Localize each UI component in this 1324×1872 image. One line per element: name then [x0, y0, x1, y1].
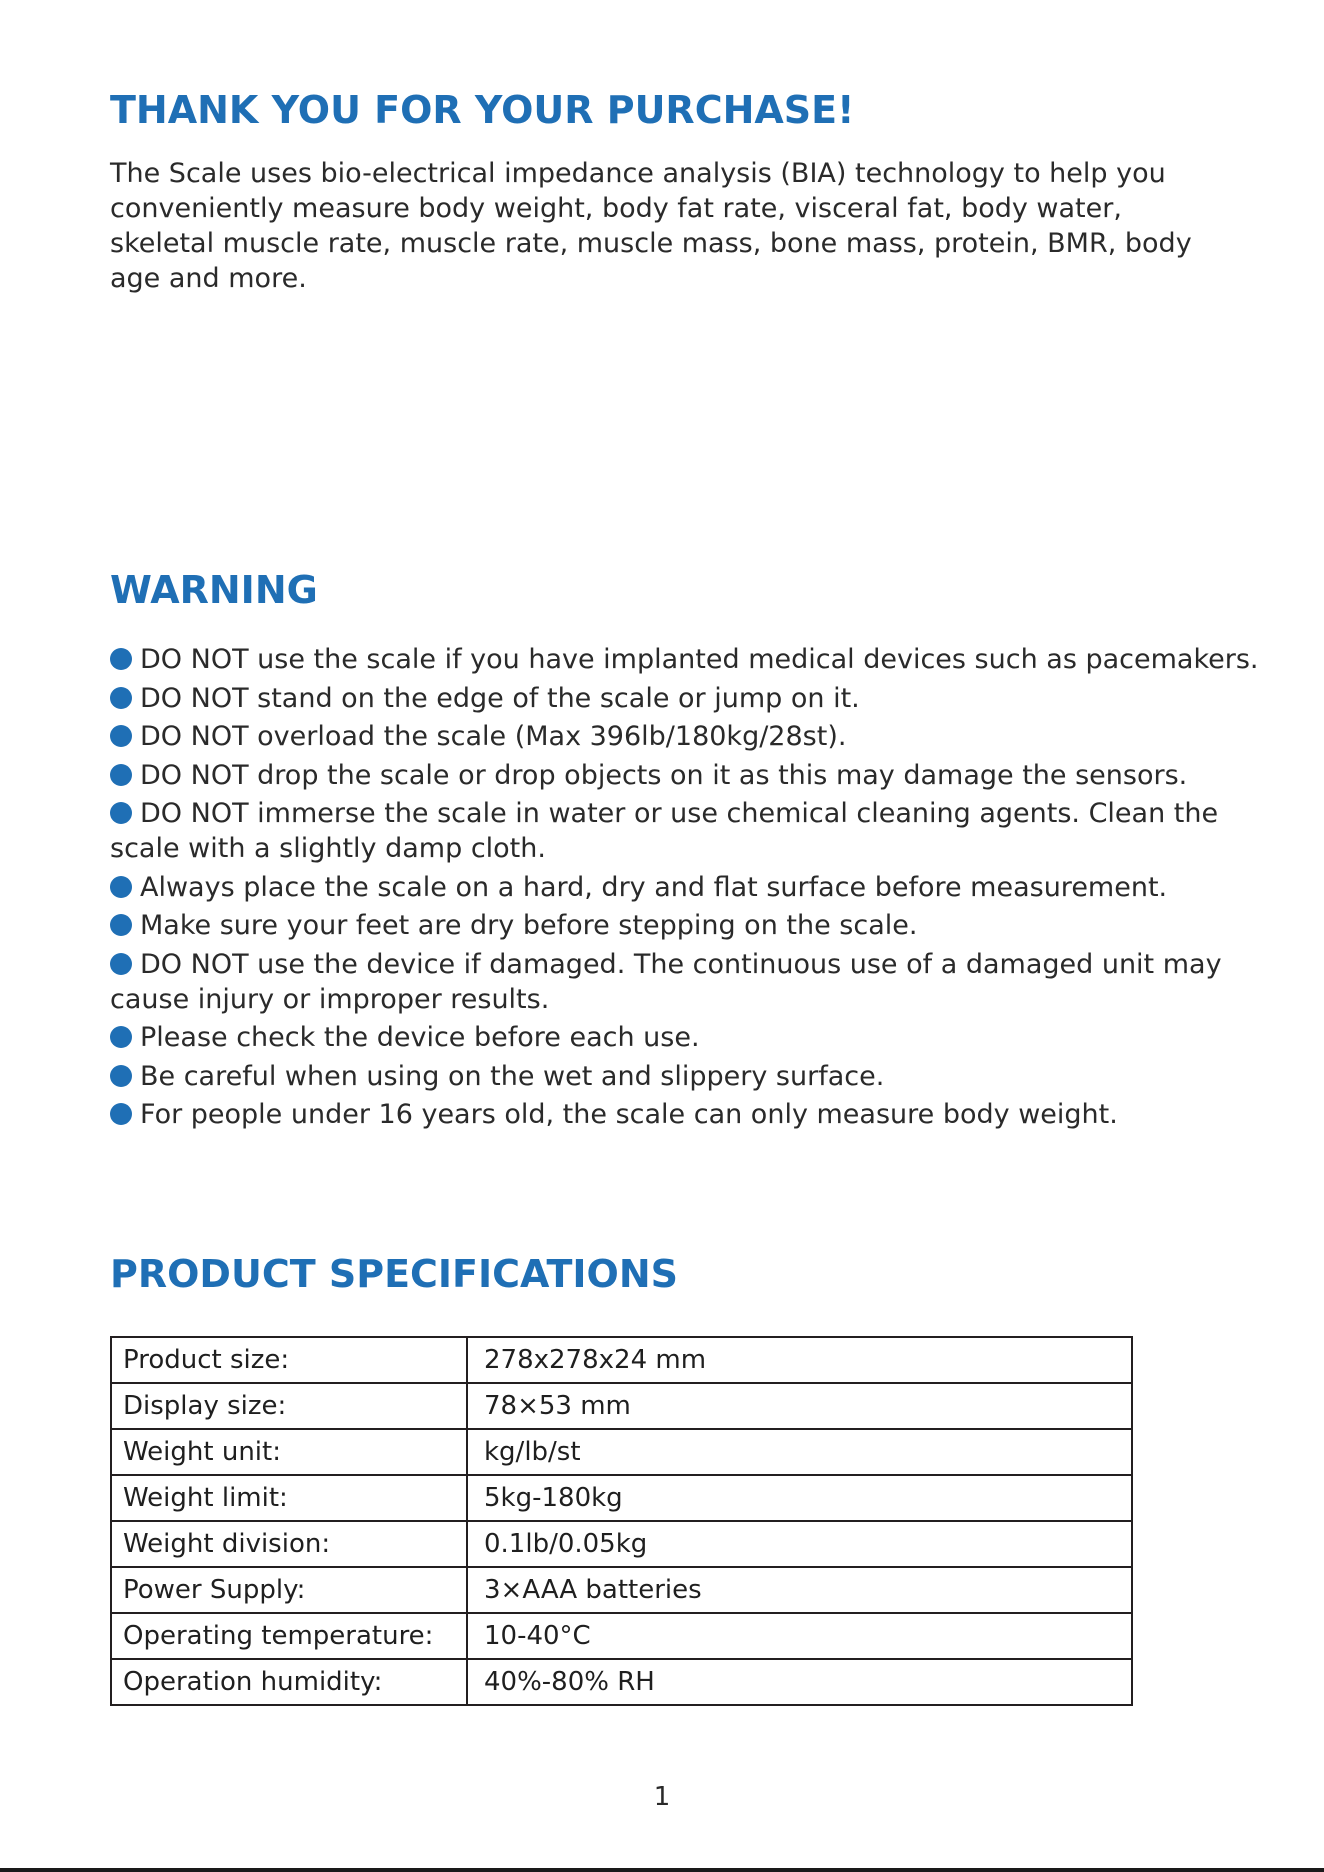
specifications-table	[110, 1336, 1133, 1706]
table-row	[111, 1429, 1132, 1475]
spec-label: Operation humidity:	[111, 1659, 467, 1705]
warning-text: Make sure your feet are dry before stepping on the scale.	[140, 910, 918, 941]
table-row	[111, 1383, 1132, 1429]
warning-item	[110, 908, 1260, 943]
spec-label: Power Supply:	[111, 1567, 467, 1613]
warning-text: Always place the scale on a hard, dry and flat surface before measurement.	[140, 871, 1168, 903]
warning-text: DO NOT immerse the scale in water or use chemical cleaning agents. Clean the scale with a slightly damp cloth.	[110, 798, 1219, 864]
bullet-icon	[110, 764, 132, 786]
warning-item	[110, 1097, 1260, 1132]
intro-paragraph: The Scale uses bio-electrical impedance analysis (BIA) technology to help you conveniently measure body weight, body fat rate, visceral fat, body water, skeletal muscle rate, muscle rate, muscle mass, bone mass, protein, BMR, body age and more.	[110, 158, 1192, 294]
warning-item	[110, 796, 1260, 866]
bullet-icon	[110, 802, 132, 824]
bullet-icon	[110, 1065, 132, 1087]
spec-value: 3×AAA batteries	[467, 1567, 1132, 1613]
spec-label: Display size:	[111, 1383, 467, 1429]
table-row	[111, 1613, 1132, 1659]
warning-text: DO NOT use the scale if you have implanted medical devices such as pacemakers.	[140, 644, 1259, 675]
warning-item	[110, 642, 1260, 677]
warning-item	[110, 719, 1260, 754]
warning-text: DO NOT overload the scale (Max 396lb/180kg/28st).	[140, 721, 847, 752]
warning-text: Be careful when using on the wet and slippery surface.	[140, 1060, 885, 1092]
table-row	[111, 1337, 1132, 1383]
warning-text: DO NOT use the device if damaged. The continuous use of a damaged unit may cause injury or improper results.	[110, 948, 1222, 1015]
warning-item	[110, 1059, 1260, 1094]
spec-value: 10-40°C	[467, 1613, 1132, 1659]
spec-label: Operating temperature:	[111, 1613, 467, 1659]
spec-value: 5kg-180kg	[467, 1475, 1132, 1521]
warning-item	[110, 1020, 1260, 1055]
warning-text: DO NOT stand on the edge of the scale or jump on it.	[140, 682, 860, 714]
spec-value: kg/lb/st	[467, 1429, 1132, 1475]
spec-label: Weight limit:	[111, 1475, 467, 1521]
bullet-icon	[110, 876, 132, 898]
table-row	[111, 1521, 1132, 1567]
spec-label: Product size:	[111, 1337, 467, 1383]
bottom-divider	[0, 1868, 1324, 1872]
bullet-icon	[110, 648, 132, 670]
table-row	[111, 1659, 1132, 1705]
warning-text: Please check the device before each use.	[140, 1022, 700, 1053]
warning-item	[110, 758, 1260, 793]
warning-item	[110, 947, 1260, 1017]
specifications-heading: PRODUCT SPECIFICATIONS	[110, 1252, 679, 1296]
table-row	[111, 1567, 1132, 1613]
warning-heading: WARNING	[110, 568, 318, 612]
bullet-icon	[110, 1103, 132, 1125]
thank-you-heading: THANK YOU FOR YOUR PURCHASE!	[110, 88, 855, 132]
warning-item	[110, 870, 1260, 905]
bullet-icon	[110, 953, 132, 975]
bullet-icon	[110, 687, 132, 709]
warning-list	[110, 642, 1260, 1136]
warning-text: For people under 16 years old, the scale can only measure body weight.	[140, 1099, 1118, 1130]
table-row	[111, 1475, 1132, 1521]
page-number: 1	[653, 1782, 671, 1812]
warning-item	[110, 681, 1260, 716]
spec-value: 278x278x24 mm	[467, 1337, 1132, 1383]
bullet-icon	[110, 1026, 132, 1048]
warning-text: DO NOT drop the scale or drop objects on it as this may damage the sensors.	[140, 759, 1188, 791]
spec-label: Weight division:	[111, 1521, 467, 1567]
spec-value: 0.1lb/0.05kg	[467, 1521, 1132, 1567]
bullet-icon	[110, 725, 132, 747]
bullet-icon	[110, 914, 132, 936]
spec-value: 78×53 mm	[467, 1383, 1132, 1429]
spec-value: 40%-80% RH	[467, 1659, 1132, 1705]
spec-label: Weight unit:	[111, 1429, 467, 1475]
